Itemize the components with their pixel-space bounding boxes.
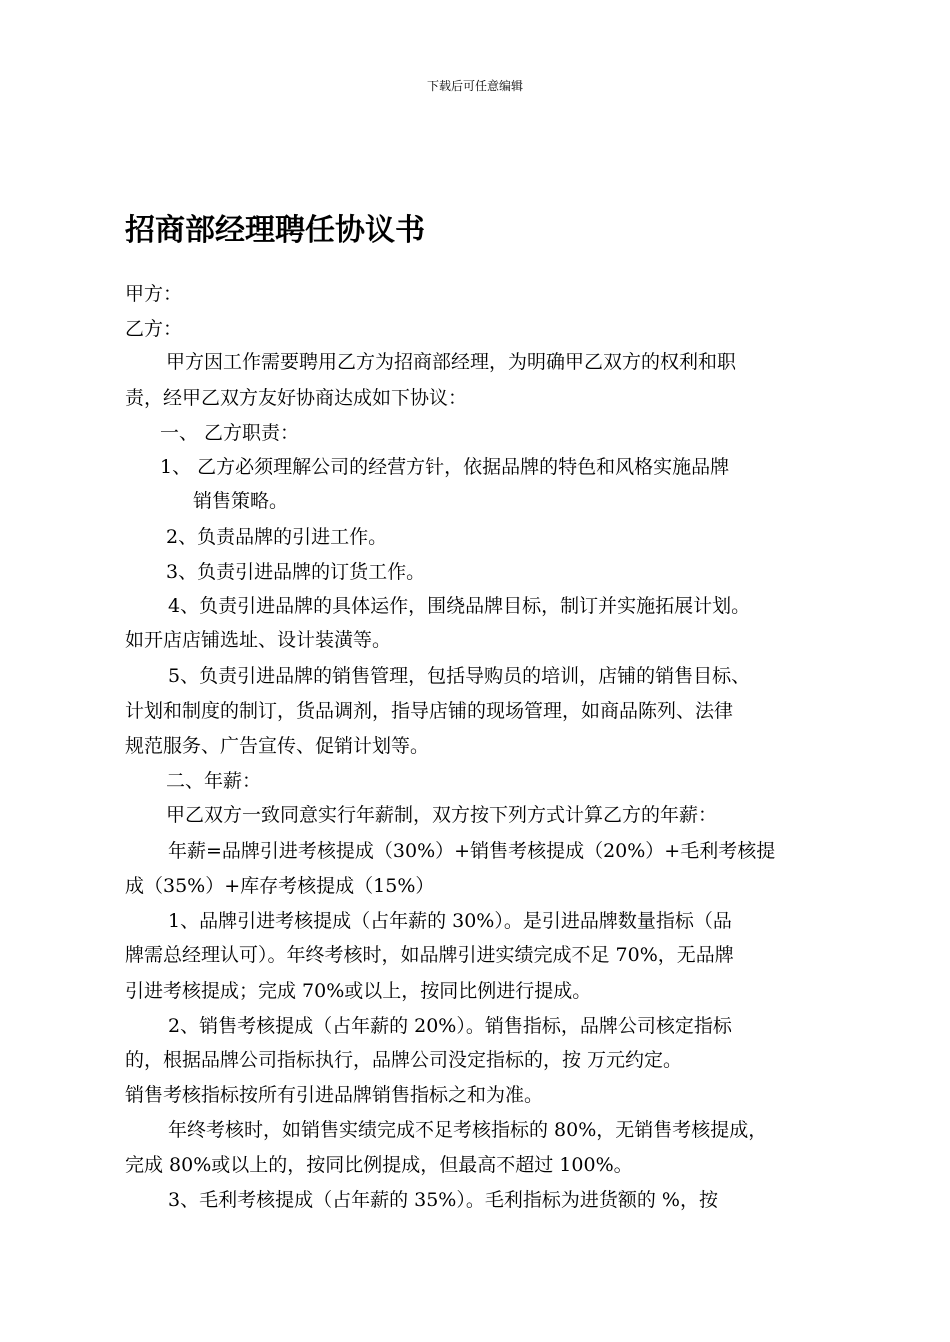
body-line: 销售考核指标按所有引进品牌销售指标之和为准。 [125,1084,544,1106]
body-line: 销售策略。 [193,490,289,512]
body-line: 年薪=品牌引进考核提成（30%）+销售考核提成（20%）+毛利考核提 [168,840,776,862]
body-line: 如开店店铺选址、设计装潢等。 [125,629,392,651]
body-line: 责，经甲乙双方友好协商达成如下协议： [125,387,468,409]
page-header-note: 下载后可任意编辑 [426,79,523,93]
document-title: 招商部经理聘任协议书 [125,213,425,248]
body-line: 2、销售考核提成（占年薪的 20%）。销售指标，品牌公司核定指标 [168,1015,732,1037]
body-line: 的，根据品牌公司指标执行，品牌公司没定指标的，按 万元约定。 [125,1049,683,1071]
section-heading-salary: 二、年薪： [166,770,262,792]
party-b-label: 乙方： [125,318,183,340]
body-line: 甲乙双方一致同意实行年薪制，双方按下列方式计算乙方的年薪： [166,804,718,826]
section-heading-duties: 一、 乙方职责： [160,422,300,444]
body-line: 成（35%）+库存考核提成（15%） [125,875,435,897]
body-line: 引进考核提成；完成 70%或以上，按同比例进行提成。 [125,980,592,1002]
body-line: 完成 80%或以上的，按同比例提成，但最高不超过 100%。 [125,1154,633,1176]
body-line: 计划和制度的制订，货品调剂，指导店铺的现场管理，如商品陈列、法律 [125,700,734,722]
body-line: 4、负责引进品牌的具体运作，围绕品牌目标，制订并实施拓展计划。 [168,595,751,617]
body-line: 规范服务、广告宣传、促销计划等。 [125,735,430,757]
body-line: 3、负责引进品牌的订货工作。 [166,561,426,583]
body-line: 1、品牌引进考核提成（占年薪的 30%）。是引进品牌数量指标（品 [168,910,732,932]
body-line: 1、 乙方必须理解公司的经营方针，依据品牌的特色和风格实施品牌 [160,456,730,478]
body-line: 年终考核时，如销售实绩完成不足考核指标的 80%，无销售考核提成， [168,1119,768,1141]
party-a-label: 甲方： [125,283,183,305]
body-line: 甲方因工作需要聘用乙方为招商部经理，为明确甲乙双方的权利和职 [166,351,737,373]
body-line: 牌需总经理认可）。年终考核时，如品牌引进实绩完成不足 70%，无品牌 [125,944,734,966]
body-line: 3、毛利考核提成（占年薪的 35%）。毛利指标为进货额的 %，按 [168,1189,718,1211]
body-line: 5、负责引进品牌的销售管理，包括导购员的培训，店铺的销售目标、 [168,665,751,687]
body-line: 2、负责品牌的引进工作。 [166,526,388,548]
